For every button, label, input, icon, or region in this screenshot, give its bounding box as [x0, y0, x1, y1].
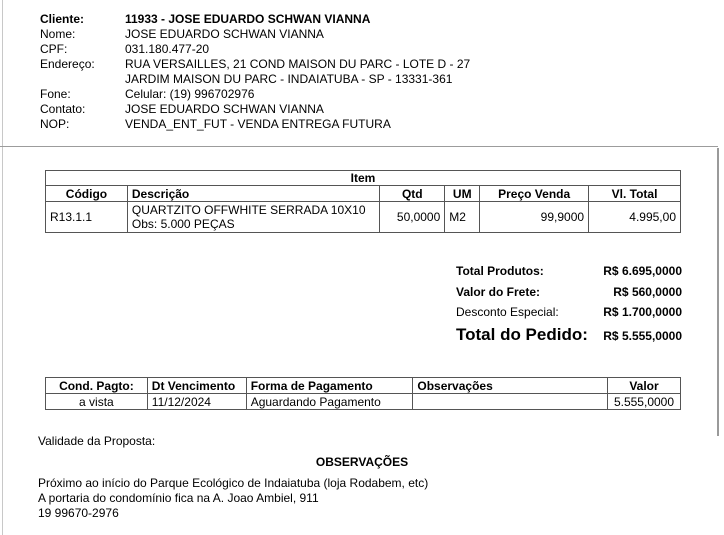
- client-row: [40, 12, 470, 27]
- section-divider: [0, 146, 718, 147]
- cpf-label: CPF:: [40, 42, 68, 56]
- order-total-value: R$ 5.555,0000: [603, 329, 682, 343]
- col-form-header: Forma de Pagamento: [246, 378, 413, 394]
- payment-header-row: [46, 378, 681, 394]
- address-line-1: RUA VERSAILLES, 21 COND MAISON DU PARC - LOTE D - 27: [125, 57, 471, 71]
- observation-line: Próximo ao início do Parque Ecológico de Indaiatuba (loja Rodabem, etc): [38, 476, 429, 490]
- order-total-label: Total do Pedido:: [456, 325, 588, 344]
- col-desc-header: Descrição: [127, 186, 379, 202]
- items-title: Item: [46, 171, 681, 186]
- item-price: 99,9000: [480, 202, 589, 233]
- name-row: [40, 27, 470, 42]
- nop-value: VENDA_ENT_FUT - VENDA ENTREGA FUTURA: [125, 117, 391, 131]
- name-label: Nome:: [40, 27, 76, 41]
- item-description: [127, 202, 379, 233]
- total-products-value: R$ 6.695,0000: [603, 264, 682, 278]
- total-products-row: [456, 264, 682, 285]
- client-value: 11933 - JOSE EDUARDO SCHWAN VIANNA: [125, 12, 371, 26]
- address-label: Endereço:: [40, 57, 95, 71]
- discount-label: Desconto Especial:: [456, 305, 559, 319]
- col-um-header: UM: [445, 186, 480, 202]
- validity-label: Validade da Proposta:: [38, 434, 156, 448]
- item-total: 4.995,00: [589, 202, 681, 233]
- address-row-2: [40, 72, 470, 87]
- client-label: Cliente:: [40, 12, 85, 26]
- col-value-header: Valor: [607, 378, 680, 394]
- totals-block: [456, 264, 682, 347]
- contact-row: [40, 102, 470, 117]
- col-qtd-header: Qtd: [380, 186, 445, 202]
- item-code: R13.1.1: [46, 202, 128, 233]
- col-obs-header: Observações: [413, 378, 608, 394]
- payment-table: [45, 377, 681, 410]
- item-desc-text: QUARTZITO OFFWHITE SERRADA 10X10: [131, 203, 366, 217]
- col-total-header: Vl. Total: [589, 186, 681, 202]
- payment-value: 5.555,0000: [607, 394, 680, 410]
- freight-value: R$ 560,0000: [613, 285, 682, 299]
- col-due-header: Dt Vencimento: [147, 378, 246, 394]
- payment-obs: [413, 394, 608, 410]
- address-line-2: JARDIM MAISON DU PARC - INDAIATUBA - SP - 13331-361: [125, 72, 453, 86]
- items-table: [45, 170, 681, 233]
- nop-label: NOP:: [40, 117, 70, 131]
- table-row: [46, 202, 681, 233]
- items-title-row: [46, 171, 681, 186]
- discount-value: R$ 1.700,0000: [603, 305, 682, 319]
- freight-row: [456, 285, 682, 305]
- items-header-row: [46, 186, 681, 202]
- observation-line: 19 99670-2976: [38, 506, 119, 520]
- table-row: [46, 394, 681, 410]
- vertical-scrollbar[interactable]: [717, 148, 719, 436]
- address-label-empty: [40, 72, 125, 87]
- observations-title: OBSERVAÇÕES: [315, 455, 409, 469]
- order-total-row: [456, 325, 682, 347]
- payment-due: 11/12/2024: [147, 394, 246, 410]
- name-value: JOSE EDUARDO SCHWAN VIANNA: [125, 27, 324, 41]
- nop-row: [40, 117, 470, 132]
- payment-cond: a vista: [46, 394, 148, 410]
- phone-row: [40, 87, 470, 102]
- total-products-label: Total Produtos:: [456, 264, 544, 278]
- client-info: [40, 12, 470, 132]
- discount-row: [456, 305, 682, 325]
- observations-text: [38, 476, 428, 521]
- item-qtd: 50,0000: [380, 202, 445, 233]
- col-cond-header: Cond. Pagto:: [46, 378, 148, 394]
- observation-line: A portaria do condomínio fica na A. Joao Ambiel, 911: [38, 491, 319, 505]
- item-obs-text: Obs: 5.000 PEÇAS: [131, 217, 235, 231]
- contact-value: JOSE EDUARDO SCHWAN VIANNA: [125, 102, 324, 116]
- item-um: M2: [445, 202, 480, 233]
- cpf-row: [40, 42, 470, 57]
- col-price-header: Preço Venda: [480, 186, 589, 202]
- phone-value: Celular: (19) 996702976: [125, 87, 255, 101]
- address-row: [40, 57, 470, 72]
- phone-label: Fone:: [40, 87, 71, 101]
- col-code-header: Código: [46, 186, 128, 202]
- contact-label: Contato:: [40, 102, 86, 116]
- payment-form: Aguardando Pagamento: [246, 394, 413, 410]
- cpf-value: 031.180.477-20: [125, 42, 210, 56]
- freight-label: Valor do Frete:: [456, 285, 541, 299]
